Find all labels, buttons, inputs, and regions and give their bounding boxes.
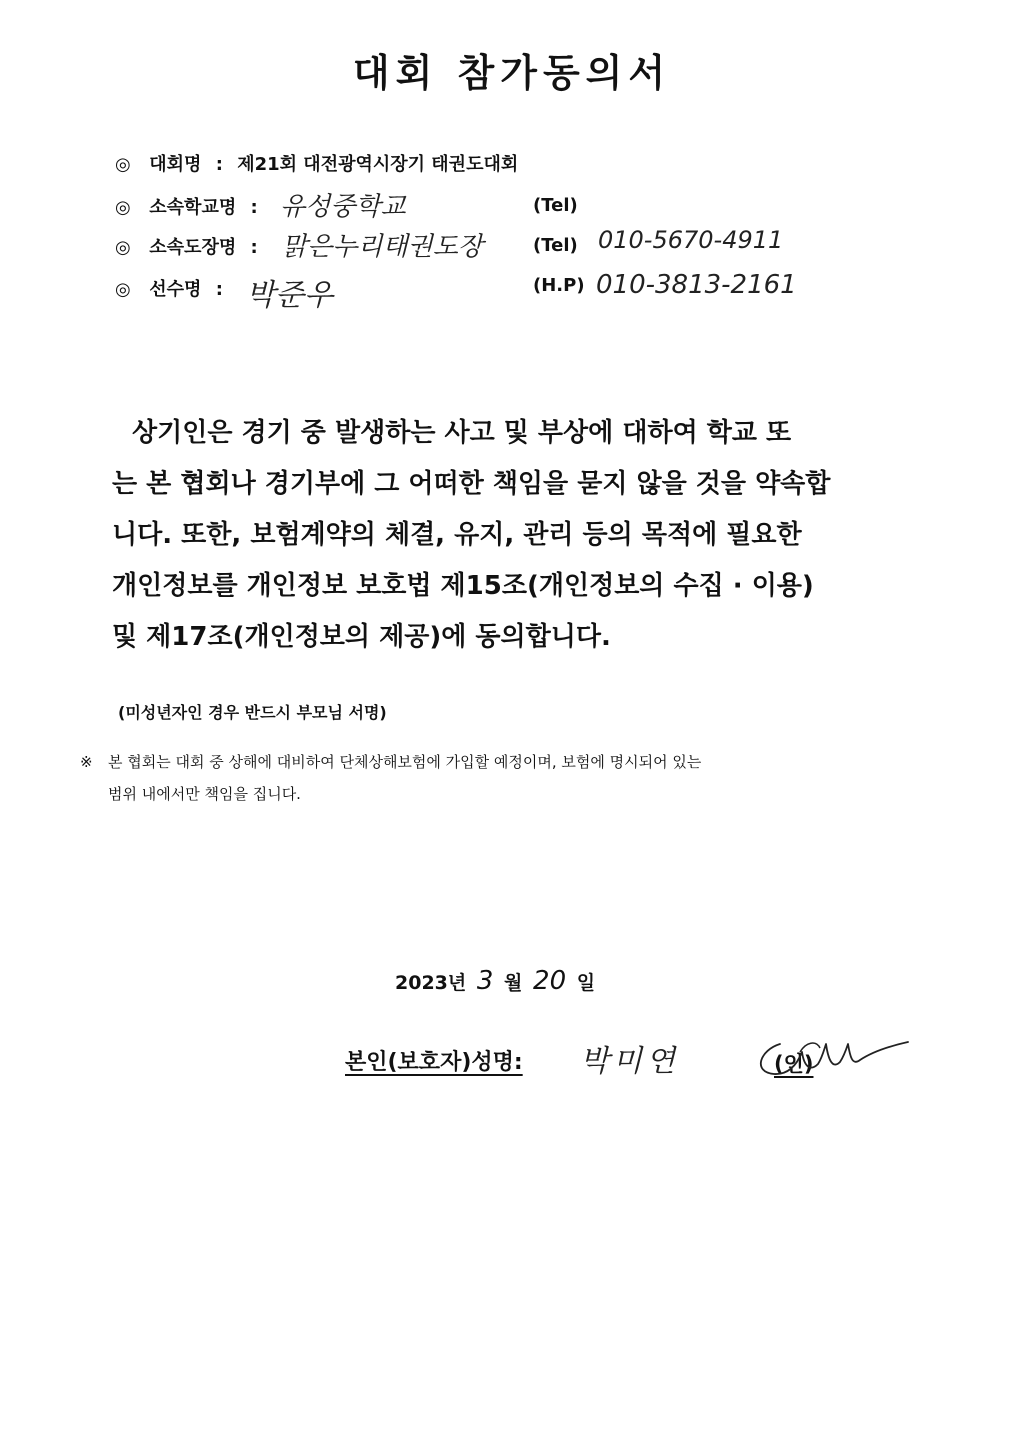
reference-mark-icon: ※ (80, 753, 93, 771)
consent-body (112, 408, 892, 663)
colon-separator: : (215, 154, 223, 175)
seal-label: (인) (774, 1052, 814, 1076)
double-circle-icon: ◎ (115, 197, 131, 218)
dojang-label: 소속도장명 (149, 237, 237, 258)
consent-line: 개인정보를 개인정보 보호법 제15조(개인정보의 수집 · 이용) (112, 571, 814, 601)
date-year: 2023년 (395, 972, 467, 994)
school-handwritten: 유성중학교 (280, 192, 406, 222)
consent-line: 상기인은 경기 중 발생하는 사고 및 부상에 대하여 학교 또 (132, 418, 792, 448)
double-circle-icon: ◎ (115, 237, 131, 258)
double-circle-icon: ◎ (115, 154, 131, 175)
colon-separator: : (250, 237, 258, 258)
competition-label: 대회명 (149, 154, 202, 175)
consent-line: 는 본 협회나 경기부에 그 어떠한 책임을 묻지 않을 것을 약속합 (112, 469, 831, 499)
document-title: 대회 참가동의서 (352, 51, 672, 95)
player-label: 선수명 (149, 279, 202, 300)
date-day-label: 일 (576, 972, 596, 994)
signature-name-handwritten: 박미연 (580, 1044, 679, 1079)
competition-row (115, 150, 518, 180)
dojang-tel-handwritten: 010-5670-4911 (598, 226, 784, 254)
school-label: 소속학교명 (149, 197, 237, 218)
consent-line: 및 제17조(개인정보의 제공)에 동의합니다. (112, 622, 611, 652)
dojang-handwritten: 맑은누리태권도장 (282, 232, 483, 262)
school-row (115, 193, 266, 223)
dojang-row (115, 233, 266, 263)
player-row (115, 275, 231, 305)
date-row (395, 966, 595, 996)
guardian-note: (미성년자인 경우 반드시 부모님 서명) (118, 703, 387, 722)
notice-line: 본 협회는 대회 중 상해에 대비하여 단체상해보험에 가입할 예정이며, 보험에 명시되어 있는 (108, 753, 702, 771)
double-circle-icon: ◎ (115, 279, 131, 300)
player-hp-handwritten: 010-3813-2161 (596, 270, 797, 300)
competition-value: 제21회 대전광역시장기 태권도대회 (237, 154, 519, 175)
colon-separator: : (215, 279, 223, 300)
notice-line: 범위 내에서만 책임을 집니다. (108, 785, 301, 803)
school-tel-label: (Tel) (533, 195, 578, 216)
consent-line: 니다. 또한, 보험계약의 체결, 유지, 관리 등의 목적에 필요한 (112, 520, 802, 550)
colon-separator: : (250, 197, 258, 218)
handwritten-signature (740, 1022, 910, 1092)
player-hp-label: (H.P) (533, 275, 585, 296)
insurance-notice (80, 746, 930, 810)
date-day-handwritten: 20 (533, 966, 567, 996)
player-handwritten: 박준우 (246, 278, 333, 313)
dojang-tel-label: (Tel) (533, 235, 578, 256)
signature-row (345, 1045, 523, 1076)
date-month-label: 월 (504, 972, 523, 994)
signature-label: 본인(보호자)성명: (345, 1050, 523, 1075)
date-month-handwritten: 3 (476, 966, 494, 996)
